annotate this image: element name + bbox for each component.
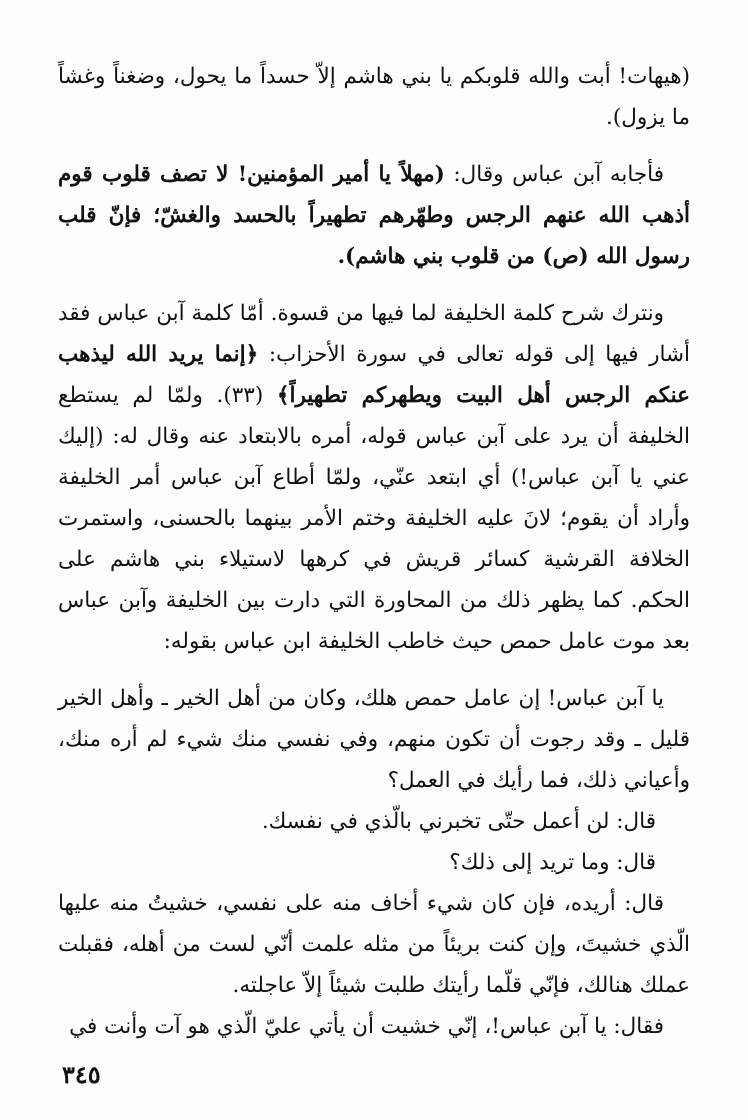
paragraph-ibn-abbas-reply xyxy=(58,154,690,277)
paragraph-dialogue-reply-3 xyxy=(58,883,690,1006)
paragraph-commentary xyxy=(58,293,690,662)
text-segment: ونترك شرح كلمة الخليفة لما فيها من قسوة. أمّا كلمة آبن عباس فقد أشار فيها إلى قوله تعالى في سورة الأحزاب: xyxy=(58,301,690,367)
bold-quote: (مهلاً يا أمير المؤمنين! لا تصف قلوب قوم أذهب الله عنهم الرجس وطهّرهم تطهيراً بالحسد والغشّ؛ فإنّ قلب رسول الله (ص) من قلوب بني هاشم). xyxy=(58,162,690,269)
paragraph-quote-continuation xyxy=(58,56,690,138)
text-segment: (هيهات! أبت والله قلوبكم يا بني هاشم إلاّ حسداً ما يحول، وضغناً وغشاً ما يزول). xyxy=(58,64,690,130)
text-segment: يا آبن عباس! إن عامل حمص هلك، وكان من أهل الخير ـ وأهل الخير قليل ـ وقد رجوت أن تكون منهم، وفي نفسي منك شيء لم أره منك، وأعياني ذلك، فما رأيك في العمل؟ xyxy=(58,686,690,793)
paragraph-dialogue-reply-4 xyxy=(58,1006,690,1047)
paragraph-dialogue-reply-1 xyxy=(58,801,690,842)
page-number: ٣٤٥ xyxy=(62,1060,101,1089)
text-segment: فقال: يا آبن عباس!، إنّي خشيت أن يأتي عليّ الّذي هو آت وأنت في xyxy=(69,1014,664,1039)
paragraph-dialogue-reply-2 xyxy=(58,842,690,883)
text-segment: قال: وما تريد إلى ذلك؟ xyxy=(449,850,656,875)
text-segment: قال: أريده، فإن كان شيء أخاف منه على نفسي، خشيتُ منه عليها الّذي خشيتَ، وإن كنت بريئاً من مثله علمت أنّي لست من أهله، فقبلت عملك هنالك، فإنّي قلّما رأيتك طلبت شيئاً إلاّ عاجلته. xyxy=(58,891,690,998)
text-segment: قال: لن أعمل حتّى تخبرني بالّذي في نفسك. xyxy=(261,809,656,834)
quran-verse: ﴿إنما يريد الله ليذهب عنكم الرجس أهل البيت ويطهركم تطهيراً﴾ xyxy=(58,342,690,408)
body-text xyxy=(58,56,690,1047)
text-segment: (٣٣). ولمّا لم يستطع الخليفة أن يرد على آبن عباس قوله، أمره بالابتعاد عنه وقال له: (إليك عني يا آبن عباس!) أي ابتعد عنّي، ولمّا أطاع آبن عباس أمر الخليفة وأراد أن يقوم؛ لانَ عليه الخليفة وختم الأمر بينهما بالحسنى، واستمرت الخلافة القرشية كسائر قريش في كرهها لاستيلاء بني هاشم على الحكم. كما يظهر ذلك من المحاورة التي دارت بين الخليفة وآبن عباس بعد موت عامل حمص حيث خاطب الخليفة ابن عباس بقوله: xyxy=(58,383,690,654)
paragraph-dialogue-caliph xyxy=(58,678,690,801)
text-segment: فأجابه آبن عباس وقال: xyxy=(444,162,665,187)
